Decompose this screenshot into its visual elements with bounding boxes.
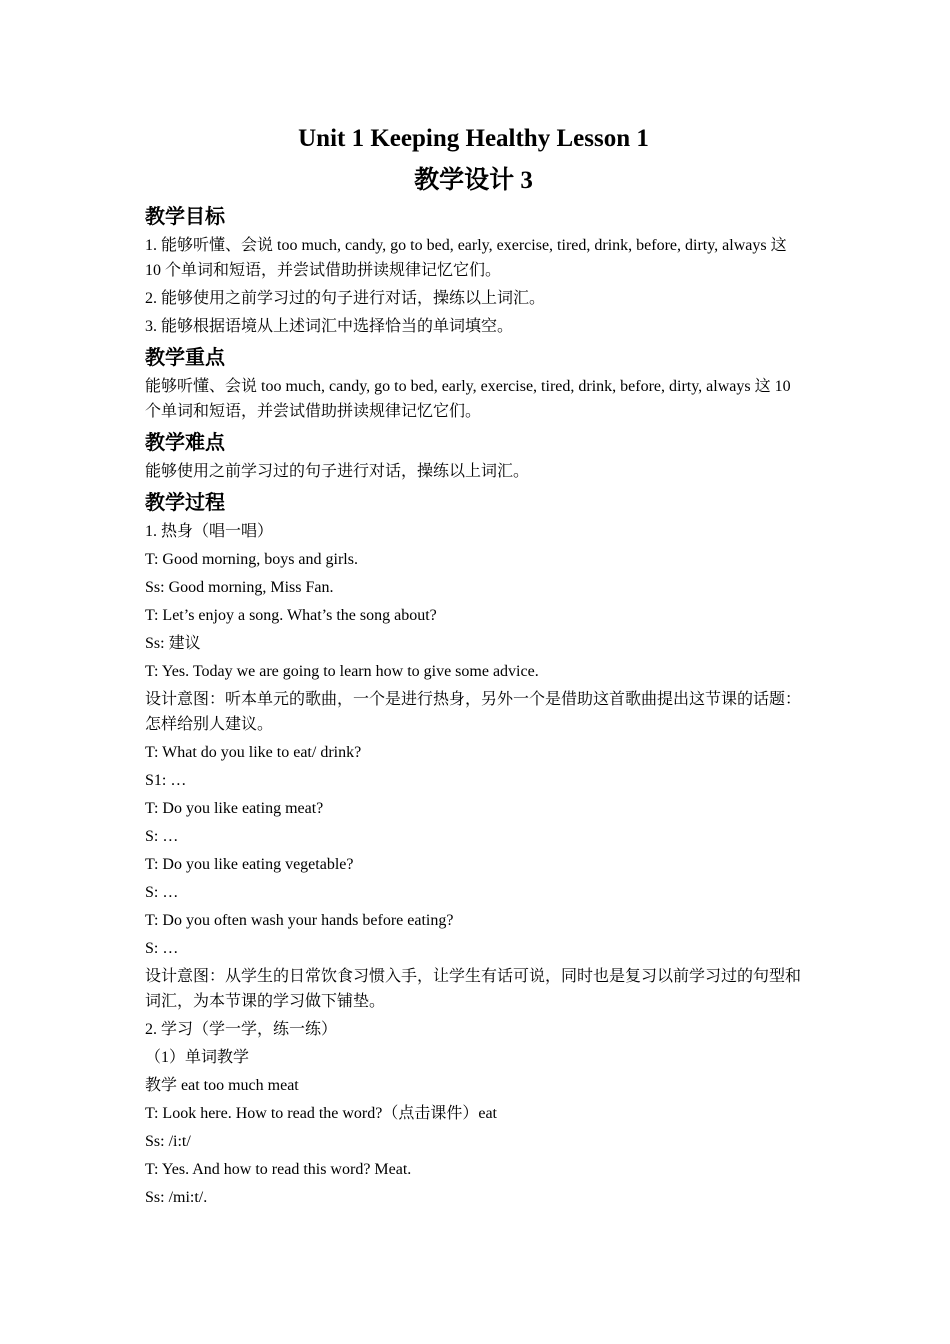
section-heading-goals: 教学目标: [145, 204, 225, 228]
section-heading-key-points: 教学重点: [145, 345, 225, 369]
goal-item: 3. 能够根据语境从上述词汇中选择恰当的单词填空。: [145, 318, 514, 335]
key-points-text: 能够听懂、会说 too much, candy, go to bed, early, exercise, tired, drink, before, dirty, always 这 10 个单词和短语，并尝试借助拼读规律记忆它们。: [145, 378, 791, 420]
process-line: T: Do you like eating vegetable?: [145, 856, 354, 873]
section-heading-difficulties: 教学难点: [145, 430, 225, 454]
document-subtitle: 教学设计 3: [414, 167, 533, 194]
process-line: S: …: [145, 828, 179, 845]
process-line: T: Good morning, boys and girls.: [145, 551, 358, 568]
section-heading-process: 教学过程: [145, 490, 225, 514]
process-line: S1: …: [145, 772, 187, 789]
process-line: （1）单词教学: [145, 1049, 250, 1066]
process-line: T: Do you like eating meat?: [145, 800, 324, 817]
process-line: 教学 eat too much meat: [145, 1077, 299, 1094]
process-line: Ss: /i:t/: [145, 1133, 191, 1150]
process-line: T: Do you often wash your hands before eating?: [145, 912, 454, 929]
goal-item: 1. 能够听懂、会说 too much, candy, go to bed, early, exercise, tired, drink, before, dirty, always 这 10 个单词和短语，并尝试借助拼读规律记忆它们。: [145, 237, 787, 279]
document-title: Unit 1 Keeping Healthy Lesson 1: [298, 125, 649, 152]
process-line: 1. 热身（唱一唱）: [145, 523, 274, 540]
process-line: T: Let’s enjoy a song. What’s the song about?: [145, 607, 437, 624]
goal-item: 2. 能够使用之前学习过的句子进行对话，操练以上词汇。: [145, 290, 546, 307]
process-line: 2. 学习（学一学，练一练）: [145, 1021, 338, 1038]
process-line: T: Yes. Today we are going to learn how to give some advice.: [145, 663, 539, 680]
process-line: Ss: 建议: [145, 635, 201, 652]
process-line: Ss: Good morning, Miss Fan.: [145, 579, 334, 596]
process-line: Ss: /mi:t/.: [145, 1189, 208, 1206]
process-line: T: Look here. How to read the word?（点击课件）eat: [145, 1105, 497, 1122]
design-intent: 设计意图：听本单元的歌曲，一个是进行热身，另外一个是借助这首歌曲提出这节课的话题：怎样给别人建议。: [145, 691, 802, 733]
process-line: T: Yes. And how to read this word? Meat.: [145, 1161, 412, 1178]
difficulties-text: 能够使用之前学习过的句子进行对话，操练以上词汇。: [145, 463, 530, 480]
process-line: S: …: [145, 940, 179, 957]
process-line: S: …: [145, 884, 179, 901]
process-line: T: What do you like to eat/ drink?: [145, 744, 362, 761]
design-intent: 设计意图：从学生的日常饮食习惯入手，让学生有话可说，同时也是复习以前学习过的句型和词汇，为本节课的学习做下铺垫。: [145, 968, 802, 1010]
